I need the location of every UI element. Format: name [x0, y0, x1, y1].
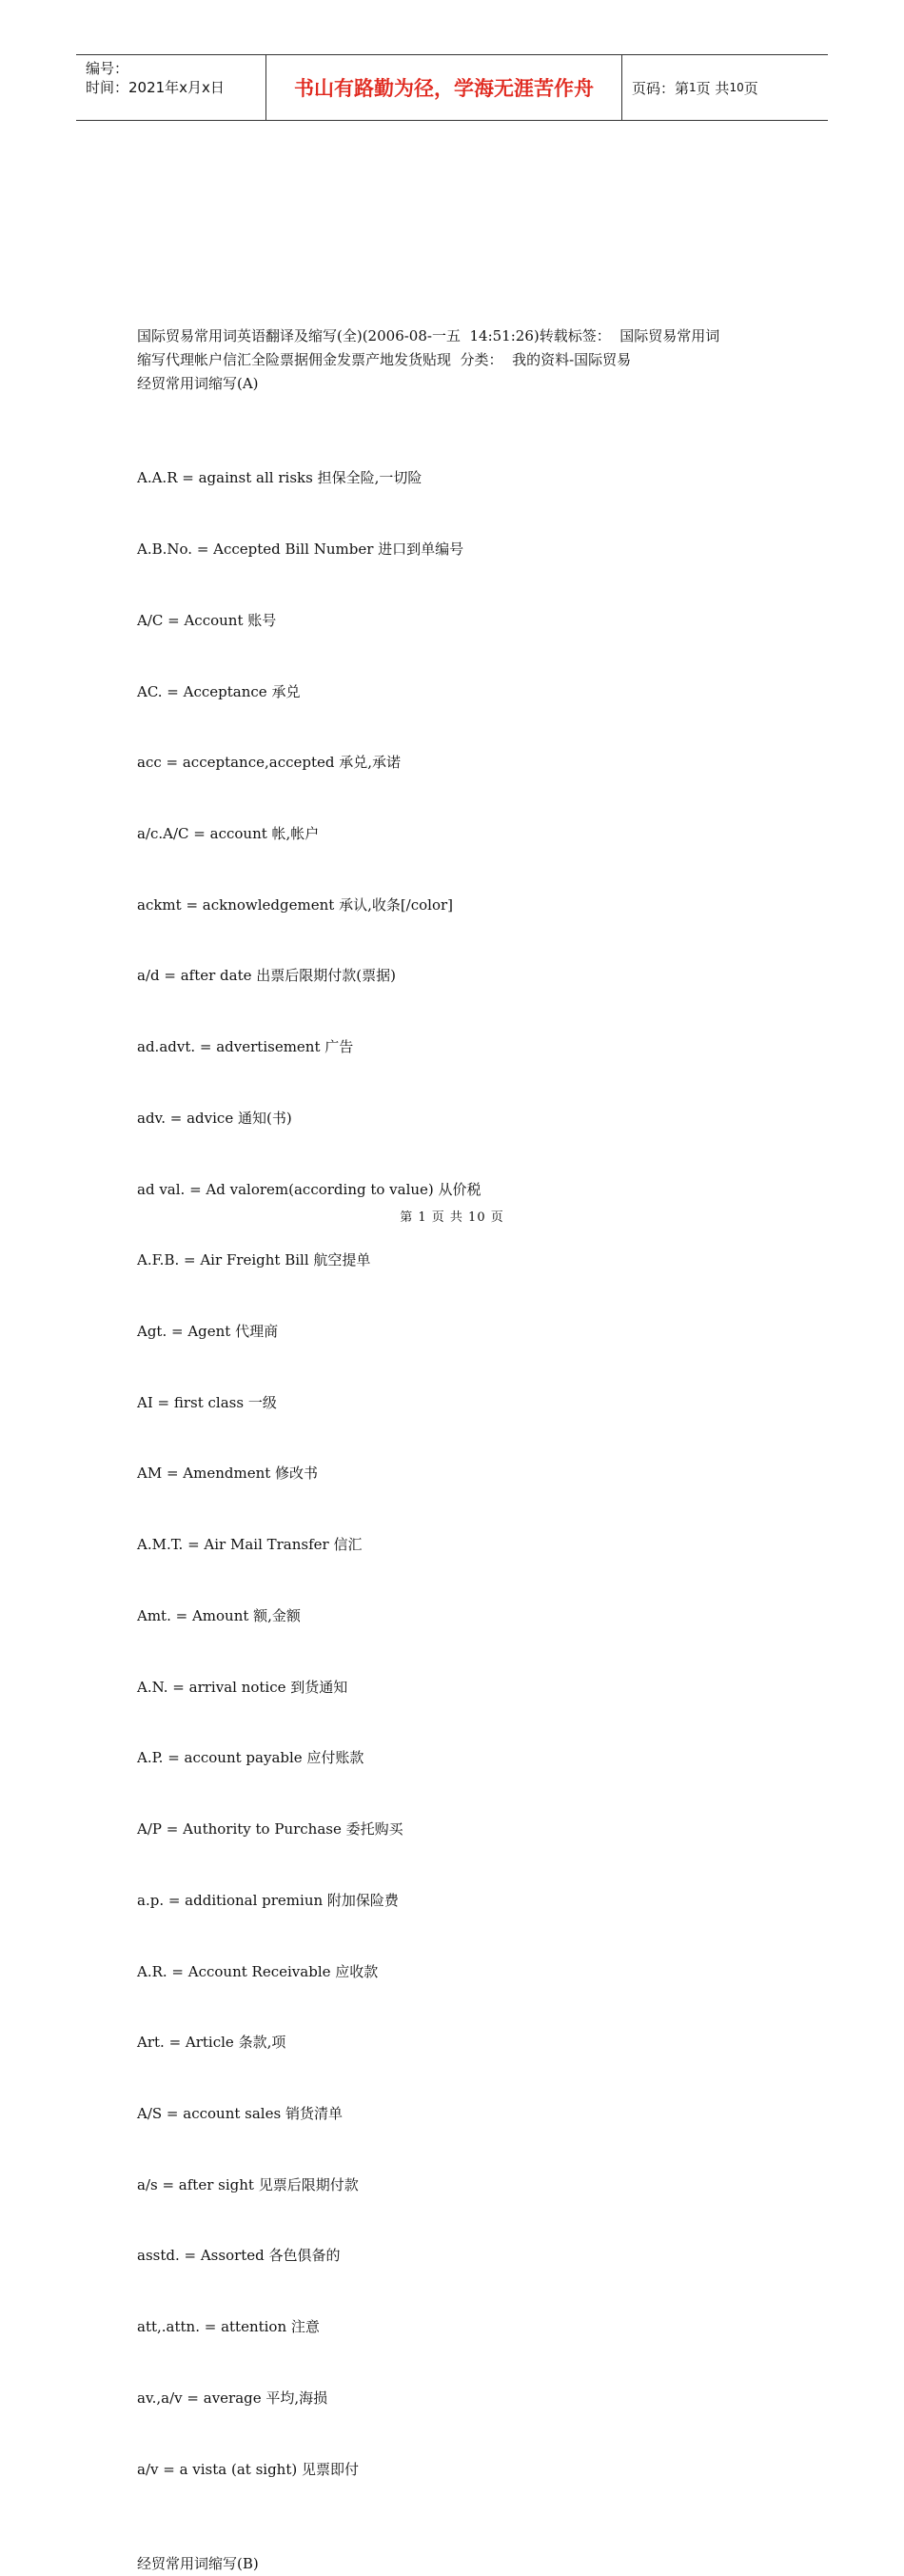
- abbreviation-entry: A.F.B. = Air Freight Bill 航空提单: [137, 1251, 371, 1269]
- abbreviation-entry: AI = first class 一级: [137, 1393, 277, 1411]
- abbreviation-entry: adv. = advice 通知(书): [137, 1109, 292, 1127]
- document-number-label: 编号：: [86, 60, 129, 77]
- abbreviation-entry: A.P. = account payable 应付账款: [137, 1749, 364, 1767]
- page-suffix: 页: [743, 79, 758, 97]
- header-motto: 书山有路勤为径，学海无涯苦作舟: [266, 55, 622, 120]
- abbreviation-entry: av.,a/v = average 平均,海损: [137, 2389, 328, 2407]
- abbreviation-entry: Amt. = Amount 额,金额: [137, 1606, 301, 1624]
- abbreviation-entry: a/s = after sight 见票后限期付款: [137, 2175, 359, 2193]
- abbreviation-entry: AC. = Acceptance 承兑: [137, 682, 301, 700]
- section-heading-a: 经贸常用词缩写(A): [137, 374, 259, 392]
- page-total: 10: [729, 81, 744, 94]
- abbreviation-entry: asstd. = Assorted 各色俱备的: [137, 2247, 341, 2265]
- abbreviation-entry: A/P = Authority to Purchase 委托购买: [137, 1820, 403, 1839]
- abbreviation-entry: AM = Amendment 修改书: [137, 1465, 319, 1483]
- page-prefix: 页码：第: [632, 79, 690, 97]
- abbreviation-entry: a/d = after date 出票后限期付款(票据): [137, 967, 396, 985]
- abbreviation-entry: A.B.No. = Accepted Bill Number 进口到单编号: [137, 541, 464, 559]
- abbreviation-entry: Agt. = Agent 代理商: [137, 1323, 279, 1341]
- abbreviation-entry: A/C = Account 账号: [137, 611, 277, 629]
- page-header: [76, 54, 828, 121]
- intro-line: 缩写代理帐户信汇全险票据佣金发票产地发货贴现 分类： 我的资料-国际贸易: [137, 350, 632, 368]
- page-current: 1: [689, 81, 697, 94]
- abbreviation-entry: a/v = a vista (at sight) 见票即付: [137, 2460, 359, 2478]
- header-meta: [76, 55, 266, 120]
- document-body: [137, 324, 784, 2576]
- abbreviation-entry: A.R. = Account Receivable 应收款: [137, 1962, 379, 1980]
- abbreviation-entry: ad val. = Ad valorem(according to value) 从价税: [137, 1180, 481, 1198]
- abbreviation-entry: att,.attn. = attention 注意: [137, 2318, 320, 2336]
- section-heading-b: 经贸常用词缩写(B): [137, 2555, 259, 2573]
- abbreviation-entry: A/S = account sales 销货清单: [137, 2104, 343, 2122]
- abbreviation-entry: a/c.A/C = account 帐,帐户: [137, 825, 320, 843]
- abbreviation-entry: Art. = Article 条款,项: [137, 2034, 286, 2052]
- intro-line: 国际贸易常用词英语翻译及缩写(全)(2006-08-一五 14:51:26)转载标签： 国际贸易常用词: [137, 327, 720, 344]
- abbreviation-entry: A.A.R = against all risks 担保全险,一切险: [137, 469, 423, 487]
- document-time: 时间：2021年x月x日: [86, 79, 225, 96]
- abbreviation-entry: A.N. = arrival notice 到货通知: [137, 1678, 348, 1696]
- blank-line: [137, 396, 784, 420]
- header-page-info: [622, 55, 828, 120]
- blank-line: [137, 2528, 784, 2552]
- abbreviation-entry: ackmt = acknowledgement 承认,收条[/color]: [137, 895, 454, 914]
- abbreviation-entry: A.M.T. = Air Mail Transfer 信汇: [137, 1536, 363, 1554]
- abbreviation-entry: acc = acceptance,accepted 承兑,承诺: [137, 754, 402, 772]
- abbreviation-entry: ad.advt. = advertisement 广告: [137, 1038, 354, 1056]
- page-footer: 第 1 页 共 10 页: [400, 1210, 504, 1225]
- abbreviation-entry: a.p. = additional premiun 附加保险费: [137, 1891, 399, 1909]
- page-mid: 页 共: [696, 79, 730, 97]
- entry-list: [137, 420, 784, 2529]
